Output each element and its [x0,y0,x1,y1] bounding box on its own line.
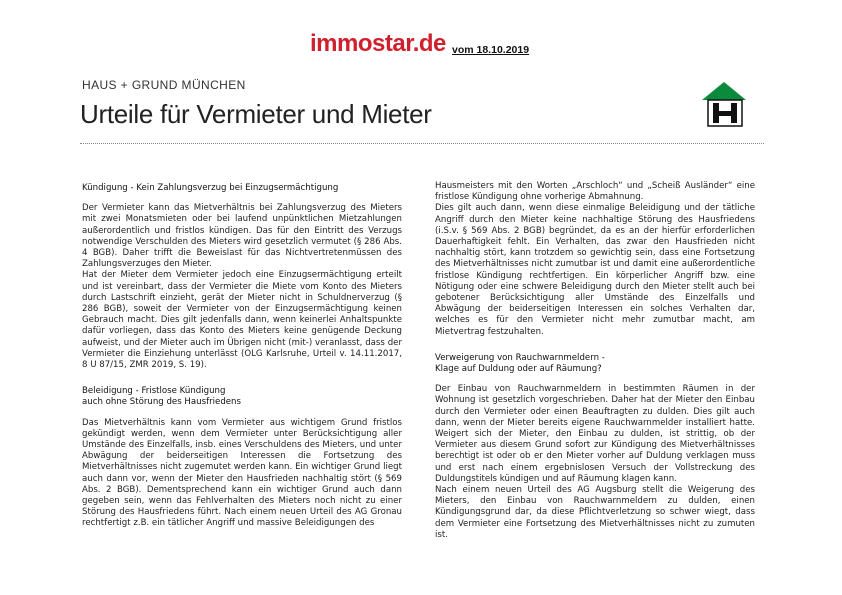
logo-part-immo: immo [310,30,373,57]
header-divider [80,143,764,144]
paragraph: Hausmeisters mit den Worten „Arschloch“ und „Scheiß Ausländer“ eine fristlose Kündigung ohne vorherige Abmahnung. [435,181,755,203]
paragraph: Das Mietverhältnis kann vom Vermieter aus wichtigem Grund fristlos gekündigt werden, wenn dem Vermieter unter Berücksichtigung aller Umstände des Einzelfalls, insb. eines Verschuldens des Mieters, und unter Abwägung der beiderseitigen Interessen die Fortsetzung des Mietverhältnisses nicht zugemutet werden kann. Ein wichtiger Grund liegt auch dann vor, wenn der Mieter den Hausfrieden nachhaltig stört (§ 569 Abs. 2 BGB). Dementsprechend kann ein wichtiger Grund auch dann gegeben sein, wenn das Fehlverhalten des Mieters noch nicht zu einer Störung des Hausfriedens führt. Nach einem neuen Urteil des AG Gronau rechtfertigt z.B. ein tätlicher Angriff und massive Beleidigungen des [82,417,402,529]
paragraph: Nach einem neuen Urteil des AG Augsburg stellt die Weigerung des Mieters, den Einbau von Rauchwarnmeldern zu dulden, einen Kündigungsgrund dar, da diese Pflichtverletzung so schwer wiegt, dass dem Vermieter eine Fortsetzung des Mietverhältnisses nicht zu zumuten ist. [435,485,755,540]
immostar-logo [310,30,446,58]
logo-part-star: star [372,30,413,57]
heading-kuendigung: Kündigung - Kein Zahlungsverzug bei Einzugsermächtigung [82,183,339,193]
heading-beleidigung [82,386,402,408]
left-column [82,183,402,530]
right-column [435,181,755,541]
heading-rauchwarnmelder [435,353,755,375]
heading-line: Klage auf Duldung oder auf Räumung? [435,364,602,375]
paragraph: Dies gilt auch dann, wenn diese einmalige Beleidigung und der tätliche Angriff durch den Mieter keine nachhaltige Störung des Hausfriedens (i.S.v. § 569 Abs. 2 BGB) begründet, da es an der hierfür erforderlichen Dauerhaftigkeit fehlt. Ein Verhalten, das zwar den Hausfrieden nicht nachhaltig stört, kann trotzdem so gewichtig sein, dass eine Fortsetzung des Mietverhältnisses nicht zumutbar ist und damit eine außerordentliche fristlose Kündigung rechtfertigen. Ein körperlicher Angriff bzw. eine Nötigung oder eine schwere Beleidigung durch den Mieter stellt auch bei gebotener Berücksichtigung aller Umstände des Einzelfalls und Abwägung der beiderseitigen Interessen ein solches Verhalten dar, welches es für den Vermieter nicht mehr zumutbar macht, am Mietvertrag festzuhalten. [435,203,755,337]
article-date: vom 18.10.2019 [452,44,530,56]
page-title: Urteile für Vermieter und Mieter [80,99,432,129]
logo-part-de: .de [412,30,446,57]
heading-line: Beleidigung - Fristlose Kündigung [82,386,226,397]
heading-line: Verweigerung von Rauchwarnmeldern - [435,352,605,363]
house-logo-icon [700,78,748,128]
paragraph: Der Vermieter kann das Mietverhältnis bei Zahlungsverzug des Mieters mit zwei Monatsmieten oder bei laufend unpünktlichen Mietzahlungen außerordentlich und fristlos kündigen. Das für den Eintritt des Verzugs notwendige Verschulden des Mieters wird gesetzlich vermutet (§ 286 Abs. 4 BGB). Daher trifft die Beweislast für das Nichtvertretenmüssen des Zahlungsverzuges den Mieter. [82,203,402,270]
paragraph: Hat der Mieter dem Vermieter jedoch eine Einzugsermächtigung erteilt und ist vereinbart, dass der Vermieter die Miete vom Konto des Mieters durch Lastschrift einzieht, gerät der Mieter nicht in Schuldnerverzug (§ 286 BGB), soweit der Vermieter von der Einzugsermächtigung keinen Gebrauch macht. Dies gilt jedenfalls dann, wenn keinerlei Anhaltspunkte dafür vorliegen, dass das Konto des Mieters keine genügende Deckung aufweist, und der Mieter auch im Übrigen nicht (mit-) veranlasst, dass der Vermieter die Einziehung unterlässt (OLG Karlsruhe, Urteil v. 14.11.2017, 8 U 87/15, ZMR 2019, S. 19). [82,270,402,371]
paragraph: Der Einbau von Rauchwarnmeldern in bestimmten Räumen in der Wohnung ist gesetzlich vorgeschrieben. Daher hat der Mieter den Einbau durch den Vermieter oder einen Beauftragten zu dulden. Dies gilt auch dann, wenn der Mieter bereits eigene Rauchwarnmelder installiert hatte. Weigert sich der Mieter, den Einbau zu dulden, ist strittig, ob der Vermieter aus diesem Grund sofort zur Kündigung des Mietverhältnisses berechtigt ist oder ob er den Mieter vorher auf Duldung verklagen muss und erst nach einem ergebnislosen Versuch der Vollstreckung des Duldungstitels kündigen und auf Räumung klagen kann. [435,384,755,484]
heading-line: auch ohne Störung des Hausfriedens [82,397,241,408]
source-label: HAUS + GRUND MÜNCHEN [82,78,246,92]
